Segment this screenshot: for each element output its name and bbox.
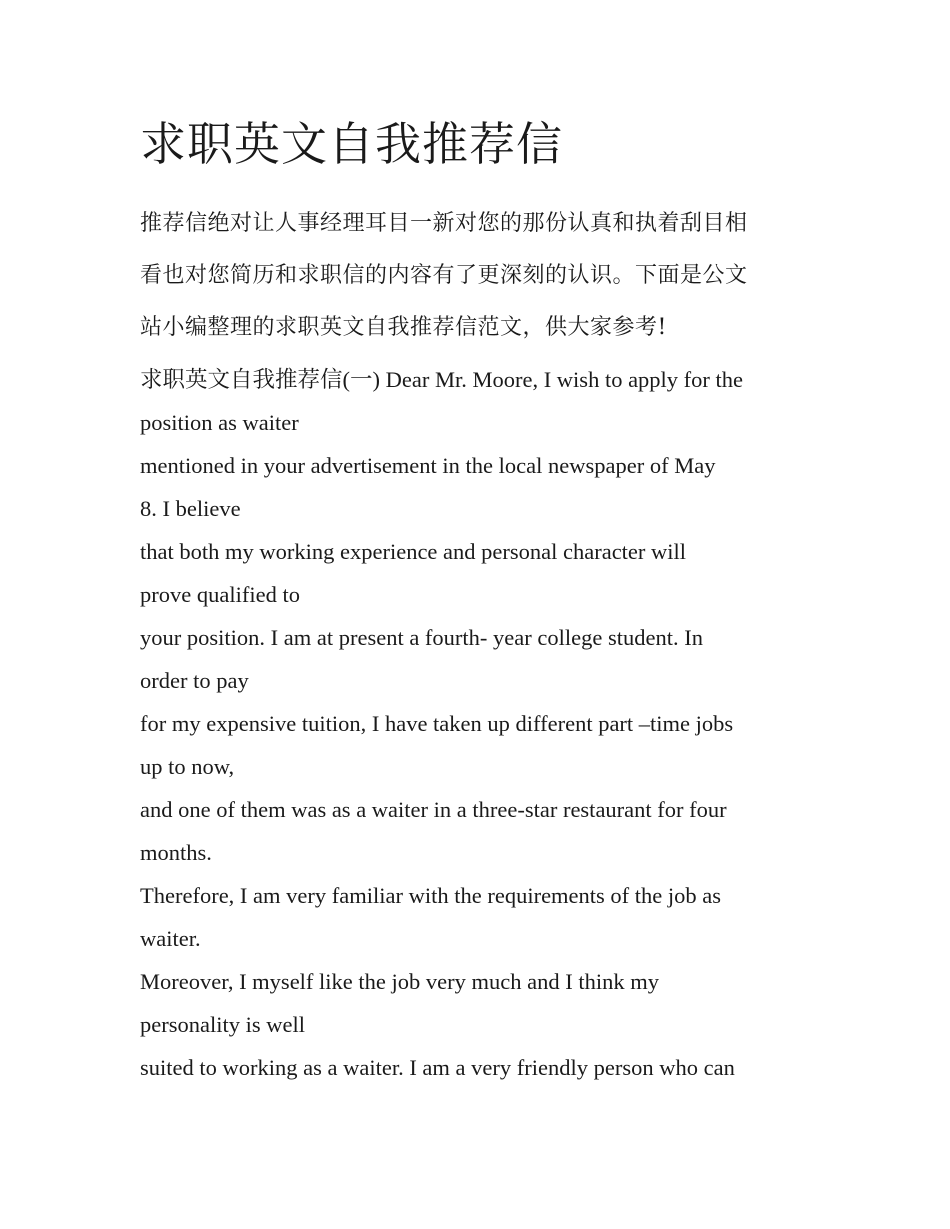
- letter-line: that both my working experience and personal character will: [140, 539, 687, 564]
- letter-line: personality is well: [140, 1012, 305, 1037]
- intro-paragraph: [140, 198, 812, 354]
- letter-line: suited to working as a waiter. I am a very friendly person who can: [140, 1055, 735, 1080]
- letter-line: prove qualified to: [140, 582, 300, 607]
- document-title: 求职英文自我推荐信: [140, 117, 563, 171]
- letter-line: your position. I am at present a fourth- year college student. In: [140, 625, 703, 650]
- intro-line: 看也对您简历和求职信的内容有了更深刻的认识。下面是公文: [140, 263, 748, 288]
- letter-line: order to pay: [140, 668, 249, 693]
- letter-line: Moreover, I myself like the job very much and I think my: [140, 969, 659, 994]
- letter-line: Therefore, I am very familiar with the requirements of the job as: [140, 883, 722, 908]
- letter-line: waiter.: [140, 926, 201, 951]
- letter-line: months.: [140, 840, 212, 865]
- letter-line: and one of them was as a waiter in a three-star restaurant for four: [140, 797, 727, 822]
- letter-line: 求职英文自我推荐信(一) Dear Mr. Moore, I wish to apply for the: [140, 367, 744, 392]
- intro-line: 站小编整理的求职英文自我推荐信范文，供大家参考!: [140, 315, 667, 340]
- letter-line: for my expensive tuition, I have taken up different part –time jobs: [140, 711, 734, 736]
- document-page: [140, 112, 812, 1089]
- intro-line: 推荐信绝对让人事经理耳目一新对您的那份认真和执着刮目相: [140, 211, 748, 236]
- letter-line: mentioned in your advertisement in the local newspaper of May: [140, 453, 716, 478]
- letter-line: 8. I believe: [140, 496, 241, 521]
- letter-line: up to now,: [140, 754, 235, 779]
- letter-body: [140, 358, 812, 1089]
- letter-line: position as waiter: [140, 410, 299, 435]
